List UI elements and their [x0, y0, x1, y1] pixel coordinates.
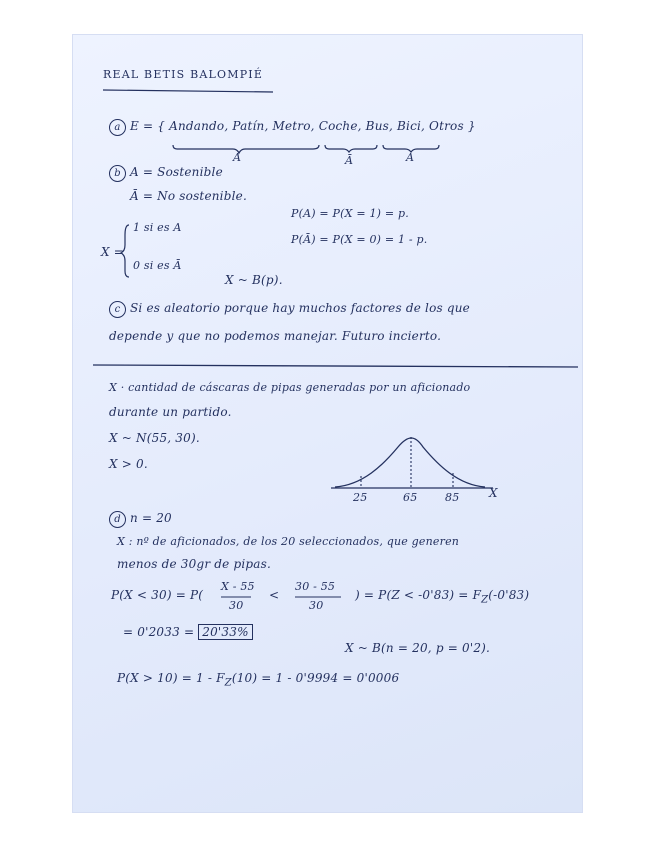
normal-distribution: X ~ N(55, 30).: [109, 431, 200, 445]
brace-label-abar: Ā: [345, 154, 354, 167]
binomial-distribution: X ~ B(n = 20, p = 0'2).: [345, 641, 491, 655]
brace-label-a2: A: [406, 151, 415, 164]
indicator-case-2: 0 si es Ā: [133, 259, 182, 272]
part-b-row1: [109, 165, 223, 182]
frac1-num: X - 55: [221, 580, 255, 593]
part-d-n: n = 20: [130, 511, 172, 525]
curve-axis-label: X: [489, 486, 498, 500]
indicator-lhs: X =: [101, 245, 125, 259]
part-c-label: c: [109, 301, 126, 318]
part-a-row: [109, 119, 476, 136]
part-c-line2: depende y que no podemos manejar. Futuro incierto.: [109, 329, 442, 343]
part-d-row: [109, 511, 172, 528]
eq1-rhs: ) = P(Z < -0'83) = F: [355, 588, 482, 602]
frac1-den: 30: [229, 599, 244, 612]
curve-label-25: 25: [353, 491, 368, 504]
eq3-lhs: P(X > 10) = 1 - F: [117, 671, 225, 685]
notebook-sheet: [73, 35, 582, 812]
prob-a: P(A) = P(X = 1) = p.: [291, 207, 409, 220]
eq1-tail: (-0'83): [488, 588, 530, 602]
prob-abar: P(Ā) = P(X = 0) = 1 - p.: [291, 233, 428, 246]
curve-label-85: 85: [445, 491, 460, 504]
bernoulli-distribution: X ~ B(p).: [225, 273, 283, 287]
part-a-set: E = { Andando, Patín, Metro, Coche, Bus, Bici, Otros }: [130, 119, 476, 133]
problem2-line1: X · cantidad de cáscaras de pipas generadas por un aficionado: [109, 381, 471, 394]
frac2-den: 30: [309, 599, 324, 612]
eq2-value: = 0'2033 =: [123, 625, 195, 639]
curve-label-65: 65: [403, 491, 418, 504]
problem2-line2: durante un partido.: [109, 405, 232, 419]
brace-label-a: A: [233, 151, 242, 164]
title-underline: [103, 90, 273, 92]
part-d-label: d: [109, 511, 126, 528]
part-b-label: b: [109, 165, 126, 182]
part-d-line1: X : nº de aficionados, de los 20 seleccionados, que generen: [117, 535, 460, 548]
section-divider: [93, 365, 578, 367]
page-title: REAL BETIS BALOMPIÉ: [103, 68, 264, 81]
underbrace-abar: [325, 145, 377, 152]
eq3-sub: Z: [224, 677, 232, 689]
part-c-line1: Si es aleatorio porque hay muchos factores de los que: [130, 301, 470, 315]
part-a-label: a: [109, 119, 126, 136]
eq3-row: [117, 671, 399, 688]
part-d-line2: menos de 30gr de pipas.: [117, 557, 272, 571]
eq2-row: [123, 625, 253, 639]
underbrace-a: [173, 145, 319, 153]
part-b-line1: A = Sostenible: [130, 165, 223, 179]
eq1-rhs-row: [355, 588, 529, 605]
part-b-line2: Ā = No sostenible.: [130, 189, 247, 203]
drawing-layer: [73, 35, 582, 812]
eq1-sub: Z: [481, 594, 489, 606]
positivity-condition: X > 0.: [109, 457, 148, 471]
eq1-lt: <: [269, 588, 280, 602]
part-c-row1: [109, 301, 470, 318]
normal-curve: [335, 438, 485, 487]
boxed-result: 20'33%: [198, 624, 252, 640]
eq1-lhs: P(X < 30) = P(: [111, 588, 204, 602]
eq3-tail: (10) = 1 - 0'9994 = 0'0006: [231, 671, 400, 685]
frac2-num: 30 - 55: [295, 580, 336, 593]
indicator-case-1: 1 si es A: [133, 221, 182, 234]
